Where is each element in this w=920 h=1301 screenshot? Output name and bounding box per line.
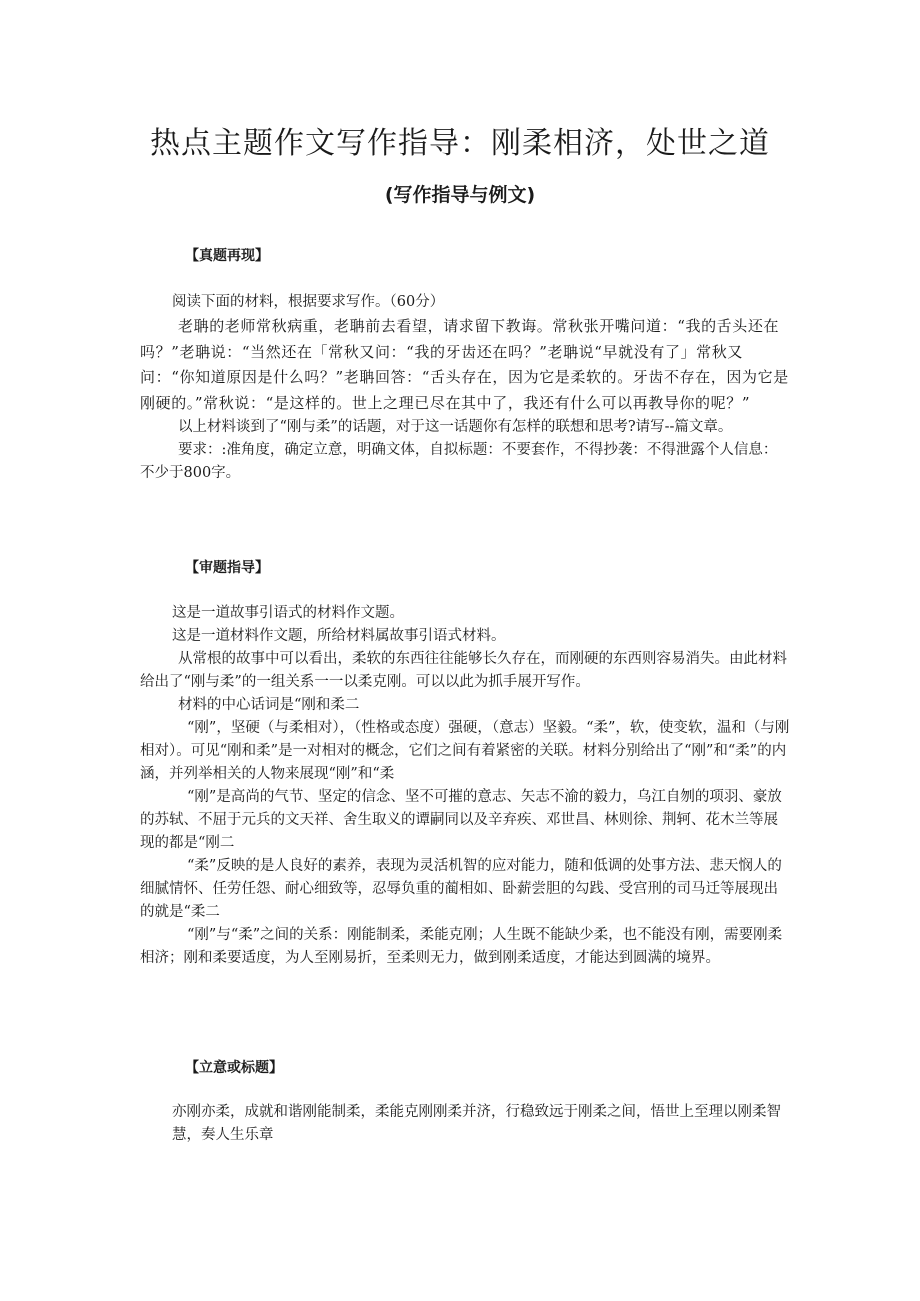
theme-paragraph: 亦刚亦柔，成就和谐刚能制柔，柔能克刚刚柔并济，行稳致远于刚柔之间，悟世上至理以刚柔智慧，奏人生乐章 (172, 1104, 781, 1143)
guide-paragraph-4: 材料的中心话词是“刚和柔二 (178, 697, 360, 713)
section-heading-theme-title: 【立意或标题】 (185, 1060, 283, 1076)
guide-paragraph-1: 这是一道故事引语式的材料作文题。 (172, 605, 404, 621)
section-review-guide-body (140, 602, 790, 970)
section-heading-review-guide: 【审题指导】 (185, 560, 269, 576)
guide-paragraph-5: “刚”，坚硬（与柔相对），（性格或态度）强硬，（意志）坚毅。“柔”，软，使变软，温和（与刚相对）。可见“刚和柔”是一对相对的概念，它们之间有着紧密的关联。材料分别给出了“刚”和“柔”的内涵，并列举相关的人物来展现“刚”和“柔 (140, 720, 790, 782)
section-theme-title-body (172, 1101, 792, 1147)
guide-paragraph-6: “刚”是高尚的气节、坚定的信念、坚不可摧的意志、矢志不渝的毅力，乌江自刎的项羽、豪放的苏轼、不屈于元兵的文天祥、舍生取义的谭嗣同以及辛弃疾、邓世昌、林则徐、荆轲、花木兰等展现的都是“刚二 (140, 789, 782, 851)
requirement-paragraph: 要求：:准角度，确定立意，明确文体，自拟标题：不要套作，不得抄袭：不得泄露个人信息：不少于800字。 (140, 442, 778, 481)
prompt-paragraph: 以上材料谈到了“刚与柔”的话题，对于这一话题你有怎样的联想和思考?请写--篇文章。 (178, 419, 733, 435)
guide-paragraph-2: 这是一道材料作文题，所给材料属故事引语式材料。 (172, 628, 506, 644)
section-real-question-body (140, 291, 790, 485)
story-paragraph: 老聃的老师常秋病重，老聃前去看望，请求留下教诲。常秋张开嘴问道：“我的舌头还在吗？”老聃说：“当然还在「常秋又问：“我的牙齿还在吗？”老聃说“早就没有了」常秋又问：“你知道原因是什么吗？”老聃回答：“舌头存在，因为它是柔软的。牙齿不存在，因为它是刚硬的。”常秋说：“是这样的。世上之理已尽在其中了，我还有什么可以再教导你的呢？” (140, 317, 789, 412)
guide-paragraph-3: 从常根的故事中可以看出，柔软的东西往往能够长久存在，而刚硬的东西则容易消失。由此材料给出了“刚与柔”的一组关系一一以柔克刚。可以以此为抓手展开写作。 (140, 651, 787, 690)
intro-paragraph: 阅读下面的材料，根据要求写作。（60分） (172, 294, 445, 310)
guide-paragraph-8: “刚”与“柔”之间的关系：刚能制柔，柔能克刚；人生既不能缺少柔，也不能没有刚，需要刚柔相济；刚和柔要适度，为人至刚易折，至柔则无力，做到刚柔适度，才能达到圆满的境界。 (140, 927, 783, 966)
document-subtitle: (写作指导与例文) (384, 184, 536, 206)
guide-paragraph-7: “柔”反映的是人良好的素养，表现为灵活机智的应对能力，随和低调的处事方法、悲天悯人的细腻情怀、任劳任怨、耐心细致等，忍辱负重的蔺相如、卧薪尝胆的勾践、受宫刑的司马迁等展现出的就是“柔二 (140, 858, 782, 920)
section-heading-real-question: 【真题再现】 (185, 248, 269, 264)
document-title: 热点主题作文写作指导：刚柔相济，处世之道 (150, 126, 770, 161)
